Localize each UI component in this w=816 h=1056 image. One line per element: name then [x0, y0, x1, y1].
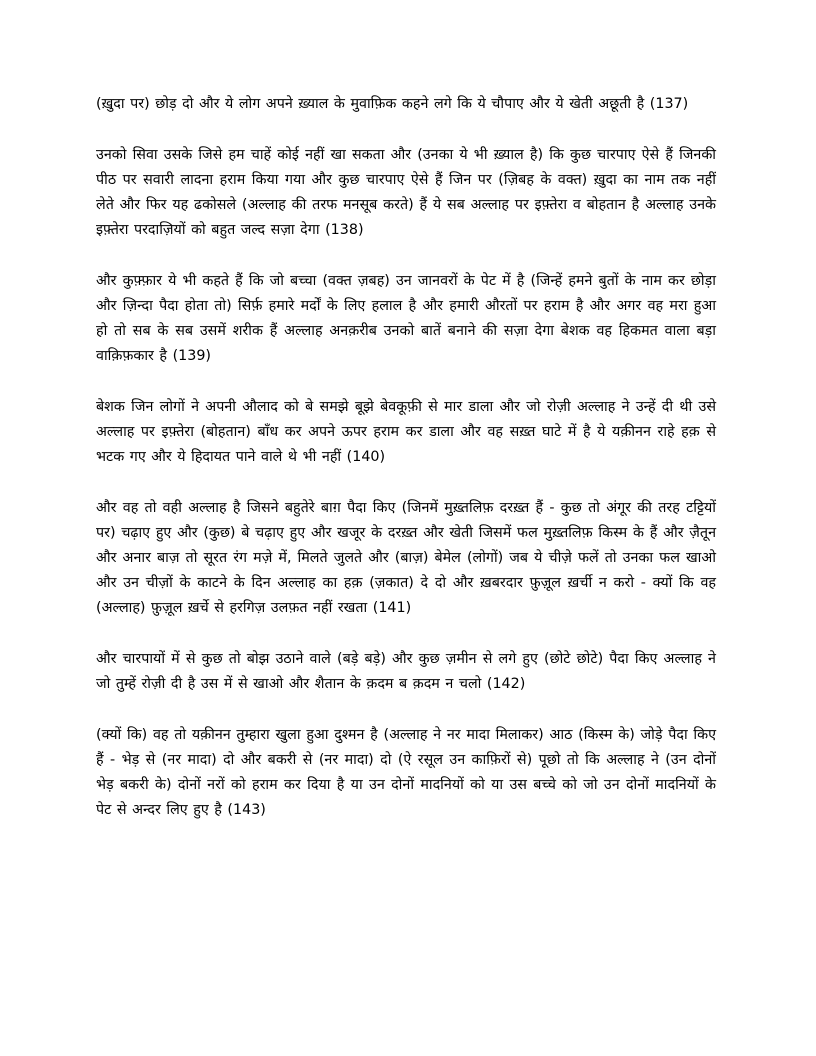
- verse-paragraph-143: (क्यों कि) वह तो यक़ीनन तुम्हारा खुला हुआ दुश्मन है (अल्लाह ने नर मादा मिलाकर) आठ (किस्म के) जोड़े पैदा किए हैं - भेड़ से (नर मादा) दो और बकरी से (नर मादा) दो (ऐ रसूल उन काफ़िरों से) पूछो तो कि अल्लाह ने (उन दोनों भेड़ बकरी के) दोनों नरों को हराम कर दिया है या उन दोनों मादनियों को या उस बच्चे को जो उन दोनों मादनियों के पेट से अन्दर लिए हुए है (143): [96, 727, 716, 818]
- verse-paragraph-142: और चारपायों में से कुछ तो बोझ उठाने वाले (बड़े बड़े) और कुछ ज़मीन से लगे हुए (छोटे छोटे) पैदा किए अल्लाह ने जो तुम्हें रोज़ी दी है उस में से खाओ और शैतान के क़दम ब क़दम न चलो (142): [96, 651, 716, 692]
- verse-paragraph-137: (ख़ुदा पर) छोड़ दो और ये लोग अपने ख़्याल के मुवाफ़िक कहने लगे कि ये चौपाए और ये खेती अछूती है (137): [96, 96, 689, 112]
- verse-paragraph-139: और कुफ़्फ़ार ये भी कहते हैं कि जो बच्चा (वक्त ज़बह) उन जानवरों के पेट में है (जिन्हें हमने बुतों के नाम कर छोड़ा और ज़िन्दा पैदा होता तो) सिर्फ़ हमारे मर्दों के लिए हलाल है और हमारी औरतों पर हराम है और अगर वह मरा हुआ हो तो सब के सब उसमें शरीक हैं अल्लाह अनक़रीब उनको बातें बनाने की सज़ा देगा बेशक वह हिकमत वाला बड़ा वाक़िफ़कार है (139): [96, 273, 716, 364]
- verse-paragraph-140: बेशक जिन लोगों ने अपनी औलाद को बे समझे बूझे बेवकूफ़ी से मार डाला और जो रोज़ी अल्लाह ने उन्हें दी थी उसे अल्लाह पर इफ़्तेरा (बोहतान) बाँध कर अपने ऊपर हराम कर डाला और वह सख़्त घाटे में है ये यक़ीनन राहे हक़ से भटक गए और ये हिदायत पाने वाले थे भी नहीं (140): [96, 399, 716, 465]
- verse-paragraph-138: उनको सिवा उसके जिसे हम चाहें कोई नहीं खा सकता और (उनका ये भी ख़्याल है) कि कुछ चारपाए ऐसे हैं जिनकी पीठ पर सवारी लादना हराम किया गया और कुछ चारपाए ऐसे हैं जिन पर (ज़िबह के वक्त) ख़ुदा का नाम तक नहीं लेते और फिर यह ढकोसले (अल्लाह की तरफ मनसूब करते) हैं ये सब अल्लाह पर इफ़्तेरा व बोहतान है अल्लाह उनके इफ़्तेरा परदाज़ियों को बहुत जल्द सज़ा देगा (138): [96, 147, 716, 238]
- document-page: [96, 92, 716, 849]
- verse-paragraph-141: और वह तो वही अल्लाह है जिसने बहुतेरे बाग़ पैदा किए (जिनमें मुख़्तलिफ़ दरख़्त हैं - कुछ तो अंगूर की तरह टट्टियों पर) चढ़ाए हुए और (कुछ) बे चढ़ाए हुए और खजूर के दरख़्त और खेती जिसमें फल मुख़्तलिफ़ किस्म के हैं और ज़ैतून और अनार बाज़ तो सूरत रंग मज़े में, मिलते जुलते और (बाज़) बेमेल (लोगों) जब ये चीजे़ फलें तो उनका फल खाओ और उन चीज़ों के काटने के दिन अल्लाह का हक़ (ज़कात) दे दो और ख़बरदार फ़ुज़ूल ख़र्ची न करो - क्यों कि वह (अल्लाह) फ़ुज़ूल ख़र्चे से हरगिज़ उलफ़त नहीं रखता (141): [96, 500, 716, 616]
